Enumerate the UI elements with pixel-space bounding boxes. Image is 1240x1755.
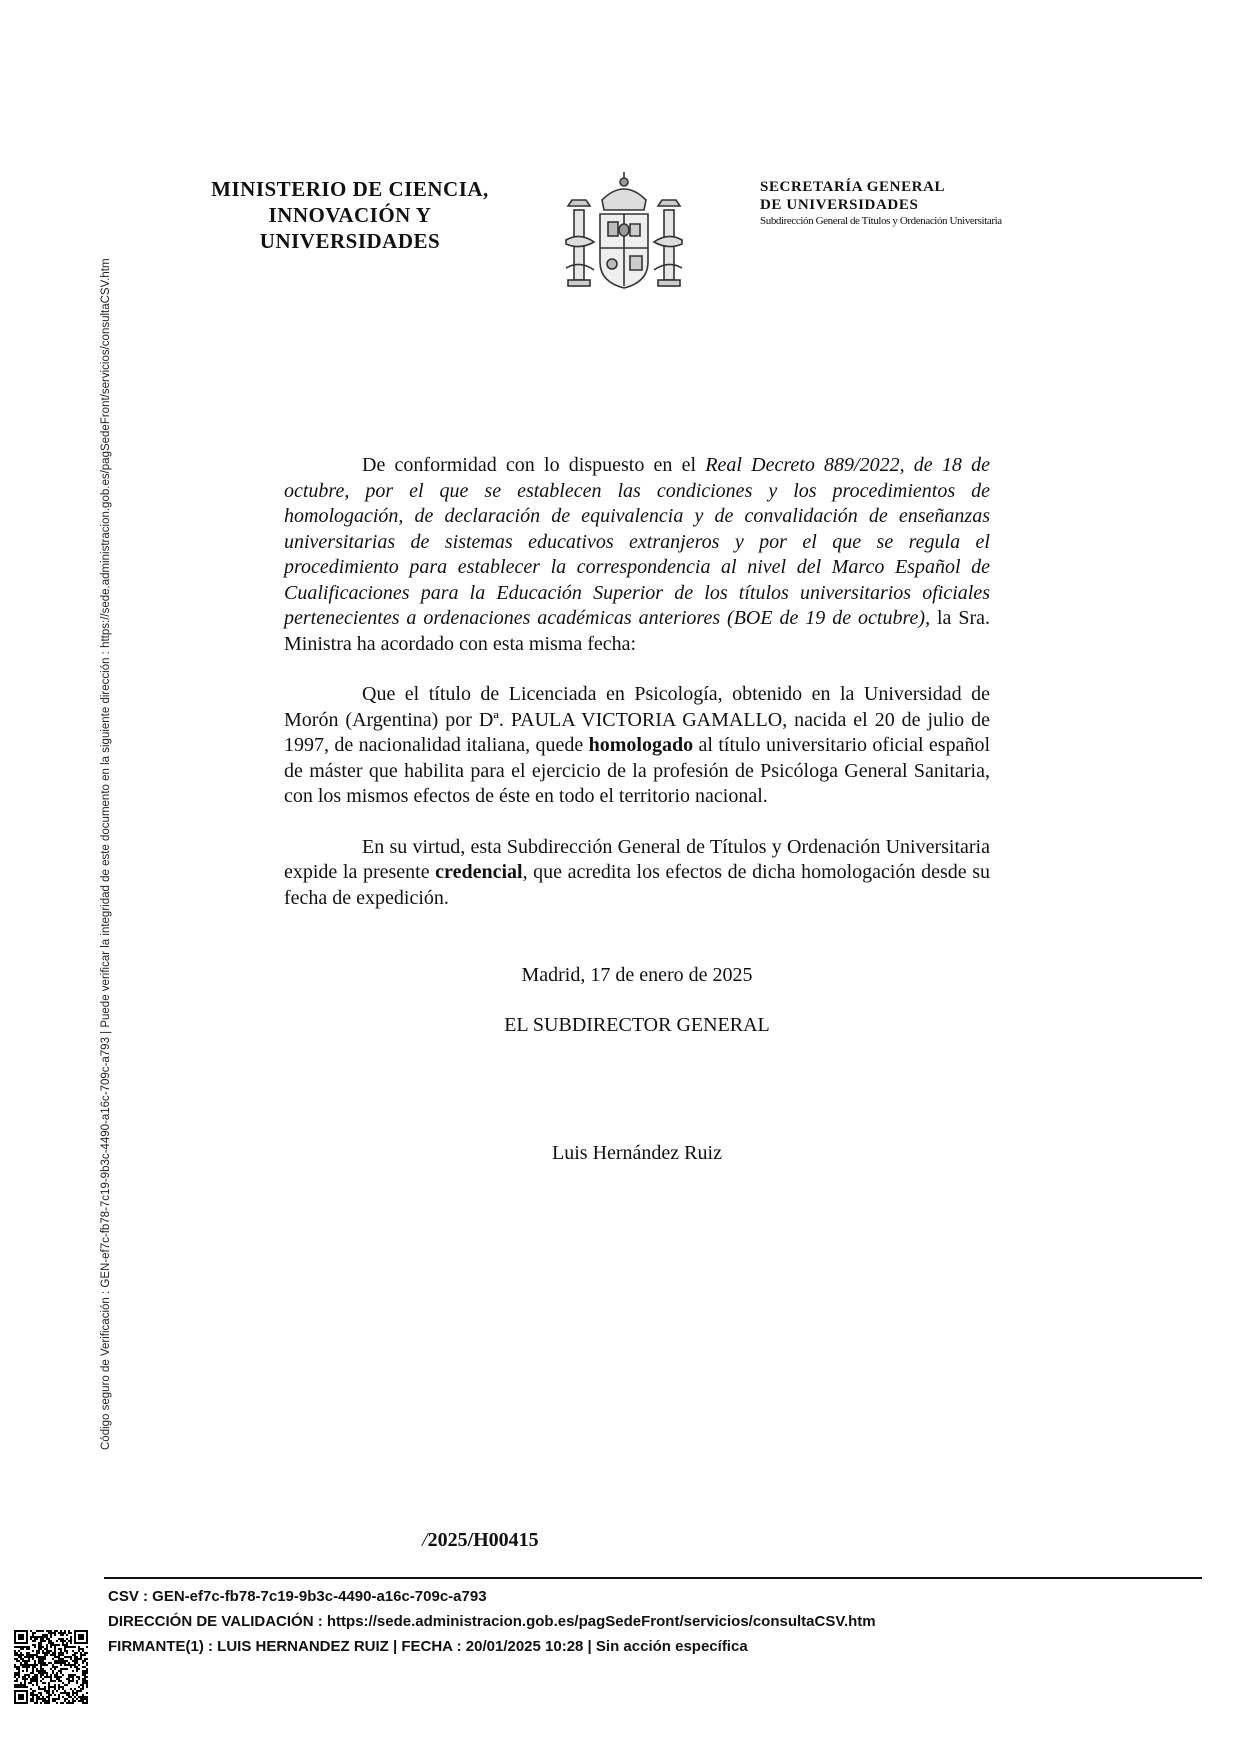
- p1-decree-reference: Real Decreto 889/2022, de 18 de octubre, por el que se establecen las condiciones y los procedimientos de homologación, de declaración de equivalencia y de convalidación de enseñanzas universitarias de sistemas educativos extranjeros y por el que se regula el procedimiento para establecer la correspondencia al nivel del Marco Español de Cualificaciones para la Educación Superior de los títulos universitarios oficiales pertenecientes a ordenaciones académicas anteriores (BOE de 19 de octubre): [284, 454, 990, 629]
- secretaria-line-3: Subdirección General de Títulos y Ordenación Universitaria: [760, 215, 1002, 227]
- ministry-line-2: INNOVACIÓN Y: [268, 203, 432, 227]
- p3-start: En su virtud, esta Subdirección General de Títulos y Ordenación Universitaria expide la presente: [284, 835, 990, 883]
- p2-start: Que el título de Licenciada en Psicología, obtenido en la Universidad de Morón (Argentina) por Dª. PAULA VICTORIA GAMALLO, nacida el 20 de julio de 1997, de nacionalidad italiana, quede: [284, 683, 990, 756]
- signer-role: EL SUBDIRECTOR GENERAL: [504, 1014, 770, 1036]
- p3-end: , que acredita los efectos de dicha homologación desde su fecha de expedición.: [284, 861, 991, 909]
- paragraph-1: [284, 453, 990, 657]
- ministry-line-1: MINISTERIO DE CIENCIA,: [211, 177, 489, 201]
- coat-of-arms-icon: [560, 170, 688, 300]
- secretaria-line-1: SECRETARÍA GENERAL: [760, 179, 946, 195]
- p2-end: al título universitario oficial español de máster que habilita para el ejercicio de la profesión de Psicóloga General Sanitaria, con los mismos efectos de éste en todo el territorio nacional.: [284, 734, 991, 807]
- reference-slash: /: [422, 1529, 428, 1551]
- qr-code-icon[interactable]: [14, 1630, 88, 1704]
- footer-csv: CSV : GEN-ef7c-fb78-7c19-9b3c-4490-a16c-709c-a793: [108, 1588, 487, 1605]
- document-body: [284, 453, 990, 936]
- paragraph-3: [284, 835, 990, 912]
- footer-signer: FIRMANTE(1) : LUIS HERNANDEZ RUIZ | FECHA : 20/01/2025 10:28 | Sin acción específica: [108, 1638, 748, 1655]
- signer-name: Luis Hernández Ruiz: [552, 1142, 722, 1164]
- paragraph-2: [284, 682, 990, 810]
- ministry-name: [190, 176, 510, 254]
- reference-code: 2025/H00415: [427, 1529, 539, 1551]
- place-and-date: Madrid, 17 de enero de 2025: [521, 964, 753, 986]
- ministry-line-3: UNIVERSIDADES: [259, 229, 441, 253]
- p1-start: De conformidad con lo dispuesto en el: [362, 454, 706, 476]
- reference-number: [422, 1529, 539, 1552]
- footer-divider: [104, 1577, 1202, 1579]
- secretaria-line-2: DE UNIVERSIDADES: [760, 197, 919, 213]
- p2-bold-term: homologado: [588, 734, 694, 756]
- p3-bold-term: credencial: [435, 861, 523, 883]
- verification-side-text: Código seguro de Verificación : GEN-ef7c-fb78-7c19-9b3c-4490-a16c-709c-a793 | Puede verificar la integridad de este documento en la siguiente dirección : https://sede.administracion.gob.es/pagSedeFront/servicios/consultaCSV.htm: [100, 258, 112, 1450]
- footer-validation-url[interactable]: DIRECCIÓN DE VALIDACIÓN : https://sede.administracion.gob.es/pagSedeFront/servicios/consultaCSV.htm: [108, 1613, 876, 1630]
- footer: [108, 1584, 876, 1659]
- secretaria-header: [760, 178, 1060, 228]
- p1-end: , la Sra. Ministra ha acordado con esta misma fecha:: [284, 607, 991, 655]
